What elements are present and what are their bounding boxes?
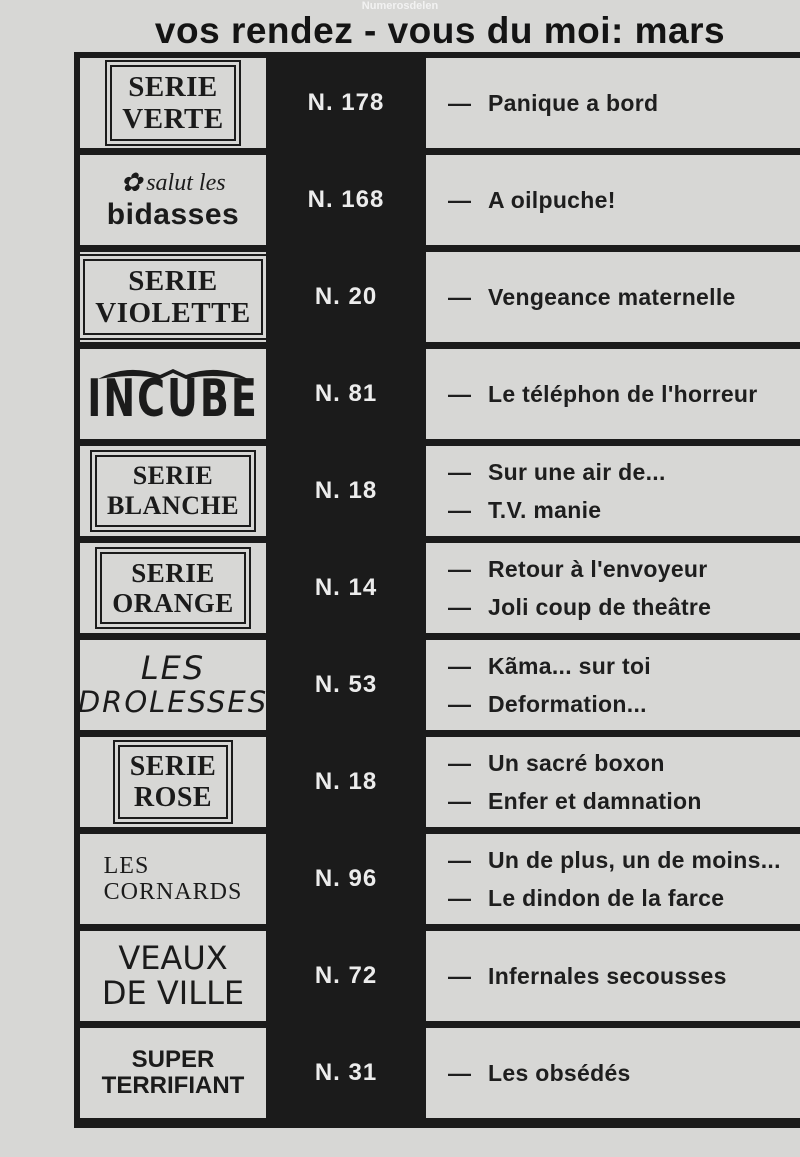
table-row bbox=[80, 737, 800, 827]
series-logo-cell bbox=[80, 58, 266, 148]
page-title: vos rendez - vous du moi: mars bbox=[154, 10, 726, 51]
story-title bbox=[448, 647, 800, 685]
series-name-line: VEAUX bbox=[118, 938, 228, 977]
series-name-line: SERIE bbox=[129, 751, 217, 782]
table-row bbox=[80, 931, 800, 1021]
titles-cell bbox=[426, 252, 800, 342]
dash-mark: — bbox=[448, 381, 472, 407]
issue-number: N. 53 bbox=[314, 671, 378, 698]
story-title bbox=[448, 841, 800, 879]
story-title-text: Infernales secousses bbox=[488, 963, 727, 989]
series-name-line: CORNARDS bbox=[103, 879, 243, 905]
series-logo bbox=[83, 259, 263, 335]
titles-cell bbox=[426, 834, 800, 924]
story-title-text: Deformation... bbox=[488, 691, 647, 717]
issue-number: N. 18 bbox=[314, 768, 378, 795]
dash-mark: — bbox=[448, 1060, 472, 1086]
story-title-text: Enfer et damnation bbox=[488, 788, 702, 814]
story-title bbox=[448, 1054, 800, 1092]
series-name-line: bidasses bbox=[106, 197, 240, 231]
series-name-line: DROLESSES bbox=[77, 684, 269, 719]
story-title-text: Les obsédés bbox=[488, 1060, 631, 1086]
story-title bbox=[448, 685, 800, 723]
dash-mark: — bbox=[448, 653, 472, 679]
issue-number: N. 72 bbox=[314, 962, 378, 989]
series-name-line: DE VILLE bbox=[101, 974, 245, 1012]
dash-mark: — bbox=[448, 750, 472, 776]
titles-cell bbox=[426, 349, 800, 439]
story-title bbox=[448, 879, 800, 917]
story-title-text: A oilpuche! bbox=[488, 187, 616, 213]
dash-mark: — bbox=[448, 284, 472, 310]
story-title bbox=[448, 453, 800, 491]
series-logo-cell bbox=[80, 155, 266, 245]
story-title-text: Sur une air de... bbox=[488, 459, 666, 485]
series-logo-cell bbox=[80, 349, 266, 439]
issue-number: N. 31 bbox=[314, 1059, 378, 1086]
series-logo bbox=[100, 552, 246, 624]
series-logo-cell bbox=[80, 252, 266, 342]
story-title bbox=[448, 84, 800, 122]
titles-cell bbox=[426, 737, 800, 827]
story-title bbox=[448, 550, 800, 588]
series-logo-cell bbox=[80, 1028, 266, 1118]
story-title bbox=[448, 491, 800, 529]
series-name-line: LES bbox=[103, 852, 150, 879]
titles-cell bbox=[426, 931, 800, 1021]
titles-cell bbox=[426, 1028, 800, 1118]
titles-cell bbox=[426, 155, 800, 245]
issue-number: N. 18 bbox=[314, 477, 378, 504]
story-title-text: Kãma... sur toi bbox=[488, 653, 651, 679]
story-title bbox=[448, 782, 800, 820]
series-name-line: SERIE bbox=[128, 265, 218, 297]
series-name-line: INCUBE bbox=[87, 369, 259, 429]
flower-icon: ✿ bbox=[120, 168, 143, 198]
series-name-line: ORANGE bbox=[112, 588, 234, 618]
story-title bbox=[448, 588, 800, 626]
series-logo bbox=[87, 367, 259, 429]
series-logo bbox=[78, 651, 268, 718]
issue-number: N. 81 bbox=[314, 380, 378, 407]
series-logo bbox=[102, 1047, 245, 1100]
titles-cell bbox=[426, 640, 800, 730]
story-title-text: Vengeance maternelle bbox=[488, 284, 736, 310]
series-logo bbox=[118, 745, 229, 819]
series-name-line: TERRIFIANT bbox=[101, 1072, 245, 1099]
titles-cell bbox=[426, 446, 800, 536]
story-title-text: Un sacré boxon bbox=[488, 750, 665, 776]
series-logo bbox=[104, 853, 243, 906]
dash-mark: — bbox=[448, 885, 472, 911]
story-title-text: Panique a bord bbox=[488, 90, 659, 116]
story-title-text: T.V. manie bbox=[488, 497, 602, 523]
dash-mark: — bbox=[448, 691, 472, 717]
table-row bbox=[80, 58, 800, 148]
story-title bbox=[448, 744, 800, 782]
table-row bbox=[80, 543, 800, 633]
series-logo-cell bbox=[80, 834, 266, 924]
story-title-text: Retour à l'envoyeur bbox=[488, 556, 708, 582]
issue-number: N. 168 bbox=[307, 186, 385, 213]
series-name-line: SERIE bbox=[128, 71, 218, 103]
dash-mark: — bbox=[448, 497, 472, 523]
dash-mark: — bbox=[448, 847, 472, 873]
issue-number: N. 20 bbox=[314, 283, 378, 310]
table-row bbox=[80, 155, 800, 245]
story-title bbox=[448, 375, 800, 413]
dash-mark: — bbox=[448, 187, 472, 213]
issue-number: N. 14 bbox=[314, 574, 378, 601]
story-title-text: Le dindon de la farce bbox=[488, 885, 725, 911]
story-title bbox=[448, 181, 800, 219]
series-name-line: salut les bbox=[146, 170, 226, 197]
series-name-line: VIOLETTE bbox=[95, 297, 251, 329]
titles-cell bbox=[426, 58, 800, 148]
dash-mark: — bbox=[448, 459, 472, 485]
series-logo bbox=[107, 169, 239, 231]
watermark: Numerosdelen bbox=[361, 0, 439, 12]
table-row bbox=[80, 446, 800, 536]
series-logo bbox=[95, 455, 251, 527]
series-name-line: SERIE bbox=[131, 558, 215, 588]
series-name-line: VERTE bbox=[122, 103, 224, 135]
table-row bbox=[80, 1028, 800, 1118]
series-name-line: SUPER bbox=[131, 1045, 215, 1073]
series-name-line: SERIE bbox=[132, 461, 214, 490]
series-name-line: ROSE bbox=[133, 782, 213, 813]
table-row bbox=[80, 252, 800, 342]
series-logo-cell bbox=[77, 640, 269, 730]
dash-mark: — bbox=[448, 90, 472, 116]
series-logo bbox=[110, 65, 235, 141]
dash-mark: — bbox=[448, 556, 472, 582]
table-row bbox=[80, 834, 800, 924]
issue-number: N. 178 bbox=[307, 89, 385, 116]
table-row bbox=[80, 349, 800, 439]
series-name-line: BLANCHE bbox=[106, 491, 240, 520]
series-logo-cell bbox=[80, 446, 266, 536]
story-title-text: Un de plus, un de moins... bbox=[488, 847, 781, 873]
series-logo bbox=[101, 938, 245, 1012]
series-logo-cell bbox=[80, 737, 266, 827]
dash-mark: — bbox=[448, 963, 472, 989]
story-title-text: Joli coup de theâtre bbox=[488, 594, 712, 620]
story-title bbox=[448, 278, 800, 316]
table-row bbox=[77, 640, 800, 730]
issue-number: N. 96 bbox=[314, 865, 378, 892]
titles-cell bbox=[426, 543, 800, 633]
series-name-line: LES bbox=[140, 649, 206, 688]
dash-mark: — bbox=[448, 594, 472, 620]
dash-mark: — bbox=[448, 788, 472, 814]
series-logo-cell bbox=[80, 931, 266, 1021]
story-title bbox=[448, 957, 800, 995]
release-table bbox=[74, 52, 800, 1128]
story-title-text: Le téléphon de l'horreur bbox=[488, 381, 758, 407]
series-logo-cell bbox=[80, 543, 266, 633]
